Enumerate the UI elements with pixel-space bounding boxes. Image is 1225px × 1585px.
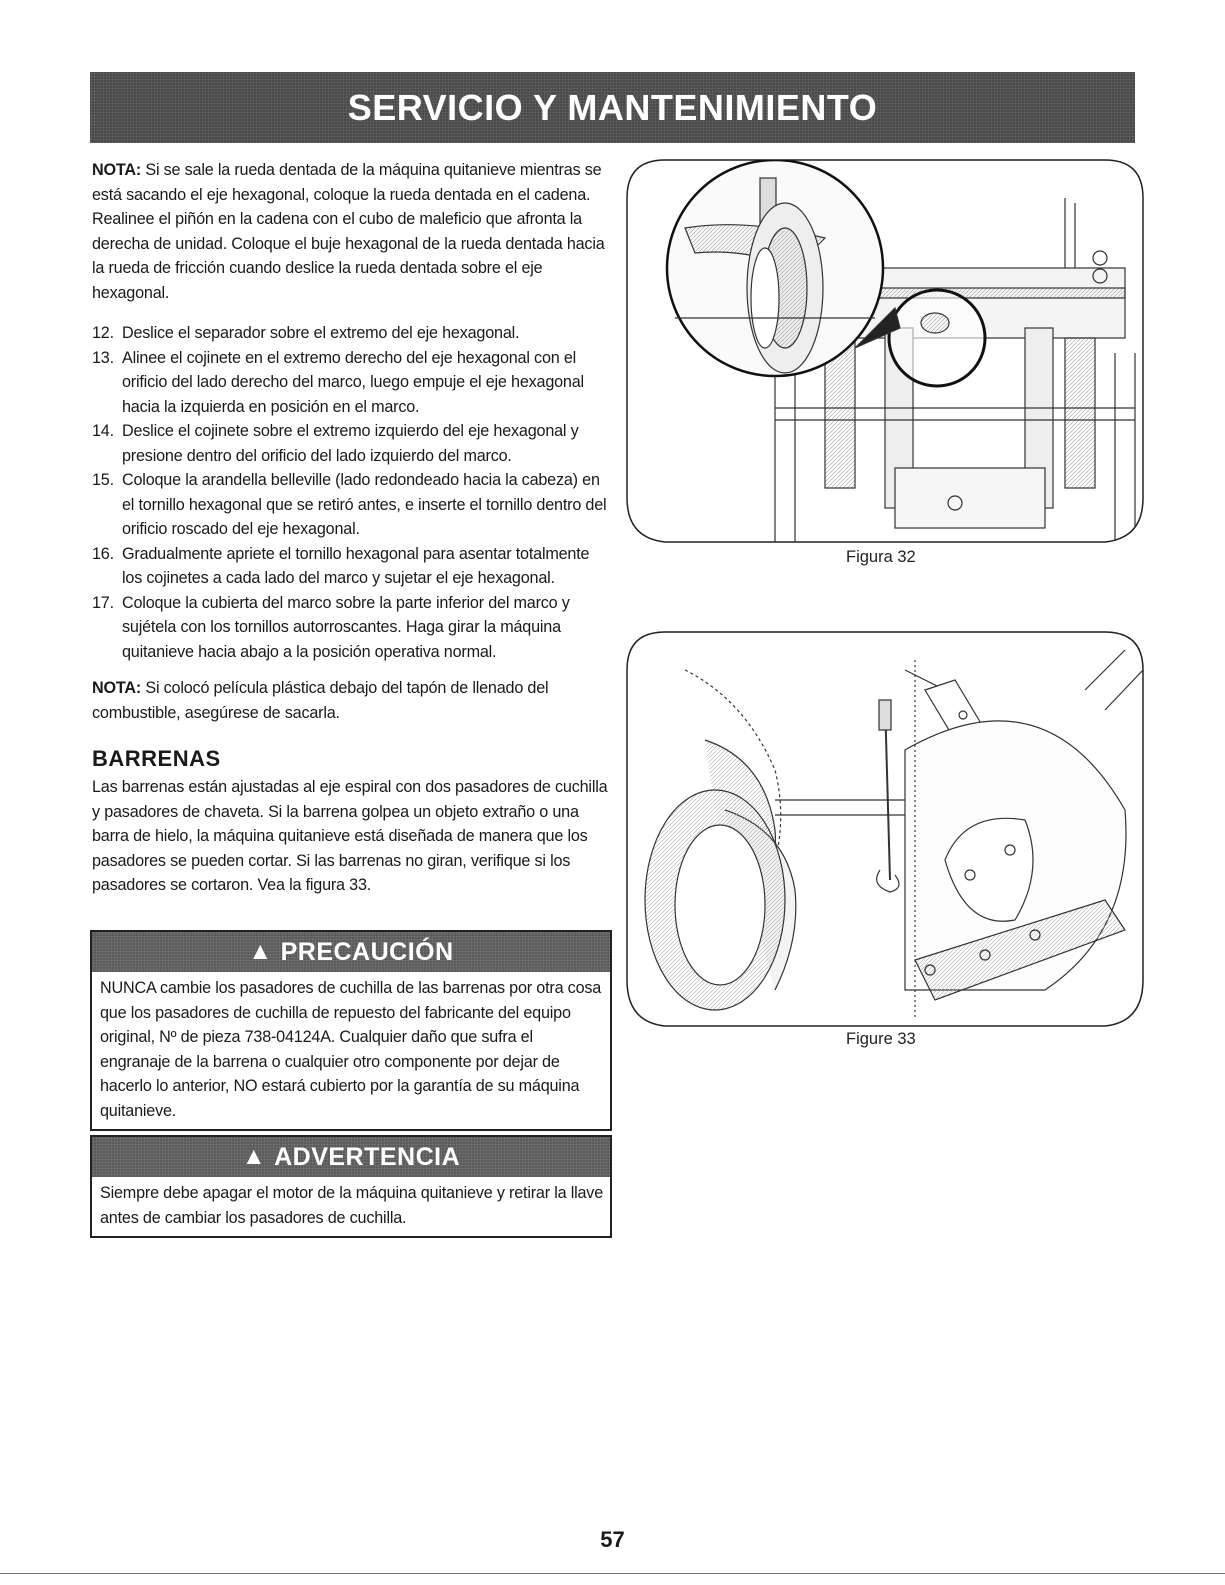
list-item [92, 542, 612, 591]
step-number: 13. [92, 348, 114, 367]
step-text: Deslice el separador sobre el extremo del eje hexagonal. [122, 324, 520, 342]
steps-list [92, 321, 612, 664]
note-label: NOTA: [92, 161, 142, 179]
caution-box [90, 930, 612, 1131]
note-text: Si colocó película plástica debajo del tapón de llenado del combustible, asegúrese de sacarla. [92, 679, 549, 722]
figure-33-illustration [625, 630, 1145, 1028]
list-item [92, 321, 612, 346]
section-banner [90, 72, 1135, 143]
warning-box [90, 1135, 612, 1238]
step-text: Coloque la arandella belleville (lado redondeado hacia la cabeza) en el tornillo hexagonal que se retiró antes, e inserte el tornillo dentro del orificio roscado del eje hexagonal. [122, 471, 607, 538]
warning-body [92, 1177, 610, 1236]
figure-32-caption: Figura 32 [846, 548, 916, 566]
list-item [92, 468, 612, 542]
step-number: 17. [92, 593, 114, 612]
step-number: 15. [92, 471, 114, 489]
note-paragraph [92, 158, 612, 305]
figure-32 [625, 158, 1145, 550]
warning-header [92, 1137, 610, 1177]
page-title: SERVICIO Y MANTENIMIENTO [347, 86, 878, 128]
list-item [92, 591, 612, 665]
figure-32-illustration [625, 158, 1145, 550]
caution-title: PRECAUCIÓN [280, 937, 454, 966]
figure-33 [625, 630, 1145, 1028]
caution-body [92, 972, 610, 1129]
caution-header [92, 932, 610, 972]
main-text-column [92, 158, 612, 898]
note-label: NOTA: [92, 679, 142, 697]
warning-triangle-icon: ▲ [248, 938, 273, 965]
page-number: 57 [600, 1527, 625, 1552]
note-paragraph-2 [92, 676, 612, 725]
section-heading-barrenas: BARRENAS [92, 746, 221, 771]
figure-33-caption: Figure 33 [846, 1030, 916, 1048]
warning-triangle-icon: ▲ [241, 1143, 267, 1170]
list-item [92, 419, 612, 468]
warning-text: Siempre debe apagar el motor de la máquina quitanieve y retirar la llave antes de cambiar los pasadores de cuchilla. [100, 1184, 603, 1227]
note-text: Si se sale la rueda dentada de la máquina quitanieve mientras se está sacando el eje hexagonal, coloque la rueda dentada en el cadena. Realinee el piñón en la cadena con el cubo de maleficio que afronta la derecha de unidad. Coloque el buje hexagonal de la rueda dentada hacia la rueda de fricción cuando deslice la rueda dentada sobre el eje hexagonal. [92, 161, 605, 302]
step-text: Gradualmente apriete el tornillo hexagonal para asentar totalmente los cojinetes a cada lado del marco y sujetar el eje hexagonal. [122, 544, 590, 587]
step-text: Deslice el cojinete sobre el extremo izquierdo del eje hexagonal y presione dentro del orificio del lado izquierdo del marco. [122, 422, 579, 465]
step-text: Alinee el cojinete en el extremo derecho del eje hexagonal con el orificio del lado derecho del marco, luego empuje el eje hexagonal hacia la izquierda en posición en el marco. [122, 348, 584, 416]
bottom-rule [0, 1573, 1225, 1574]
step-text: Coloque la cubierta del marco sobre la parte inferior del marco y sujétela con los tornillos autorroscantes. Haga girar la máquina quitanieve hacia abajo a la posición operativa normal. [122, 593, 570, 661]
warning-title: ADVERTENCIA [274, 1142, 461, 1171]
step-number: 16. [92, 544, 114, 563]
caution-text: NUNCA cambie los pasadores de cuchilla de las barrenas por otra cosa que los pasadores de cuchilla de repuesto del fabricante del equipo original, Nº de pieza 738-04124A. Cualquier daño que sufra el engranaje de la barrena o cualquier otro componente por dejar de hacerlo lo anterior, NO estará cubierto por la garantía de su máquina quitanieve. [100, 979, 602, 1120]
step-number: 14. [92, 422, 114, 440]
step-number: 12. [92, 324, 114, 342]
barrenas-paragraph: Las barrenas están ajustadas al eje espiral con dos pasadores de cuchilla y pasadores de chaveta. Si la barrena golpea un objeto extraño o una barra de hielo, la máquina quitanieve está diseñada de manera que los pasadores se pueden cortar. Si las barrenas no giran, verifique si los pasadores se cortaron. Vea la figura 33. [92, 778, 608, 894]
list-item [92, 346, 612, 420]
